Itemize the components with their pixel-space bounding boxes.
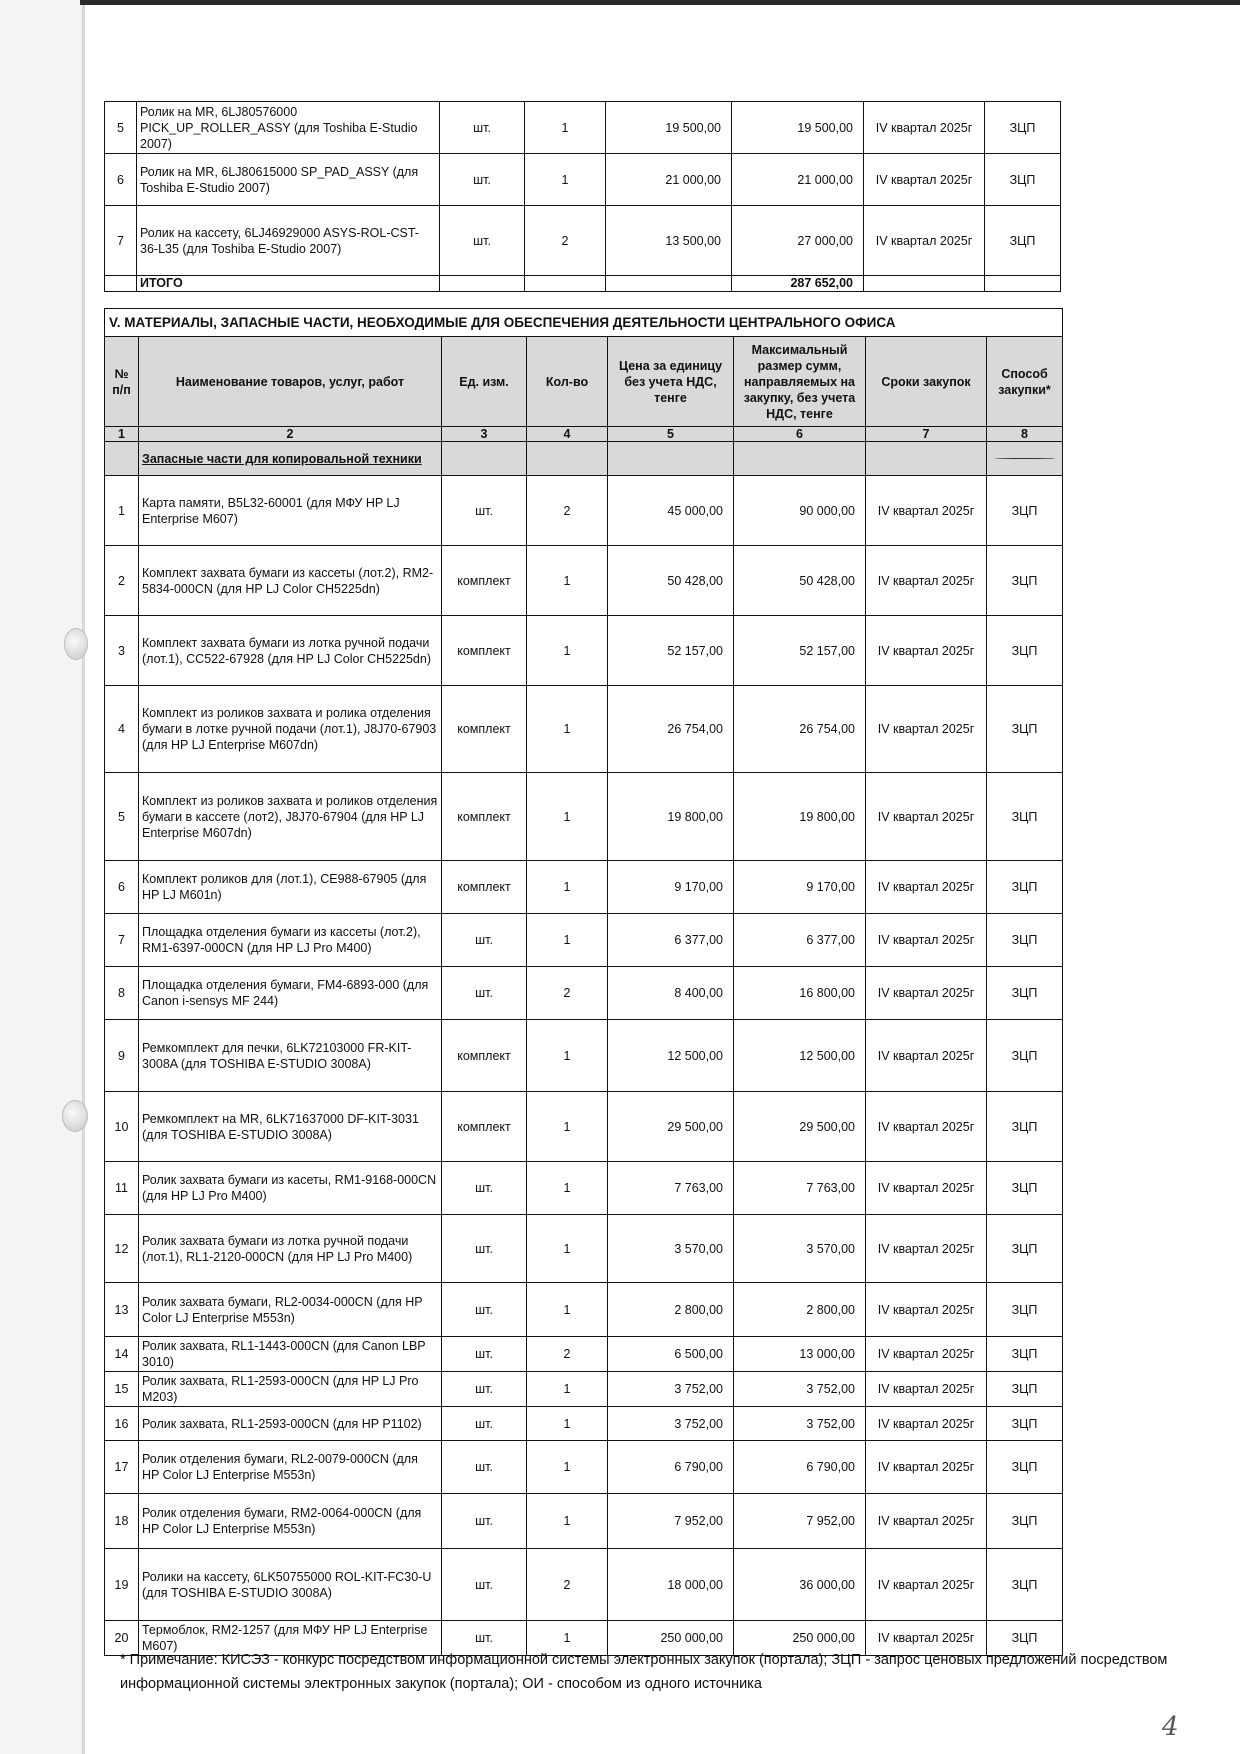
row-number: 3 <box>105 616 139 686</box>
purchase-term: IV квартал 2025г <box>866 1020 987 1092</box>
total-sum: 13 000,00 <box>734 1337 866 1372</box>
quantity: 1 <box>527 1092 608 1162</box>
table-row <box>105 102 1061 154</box>
purchase-method: ЗЦП <box>987 773 1063 861</box>
col-header-unit: Ед. изм. <box>442 337 527 427</box>
purchase-method: ЗЦП <box>987 1441 1063 1494</box>
unit-price: 50 428,00 <box>608 546 734 616</box>
item-name: Площадка отделения бумаги, FM4-6893-000 (для Canon i-sensys MF 244) <box>139 967 442 1020</box>
purchase-term: IV квартал 2025г <box>866 1162 987 1215</box>
purchase-method: ЗЦП <box>987 1020 1063 1092</box>
unit-price: 19 500,00 <box>606 102 732 154</box>
quantity: 1 <box>527 546 608 616</box>
row-number: 4 <box>105 686 139 773</box>
purchase-term: IV квартал 2025г <box>864 102 985 154</box>
unit: комплект <box>442 1020 527 1092</box>
binding-line <box>82 0 85 1754</box>
col-header-sum: Максимальный размер сумм, направляемых на закупку, без учета НДС, тенге <box>734 337 866 427</box>
total-sum: 9 170,00 <box>734 861 866 914</box>
unit: шт. <box>442 1337 527 1372</box>
unit: шт. <box>442 1441 527 1494</box>
purchase-term: IV квартал 2025г <box>866 1337 987 1372</box>
table-row <box>105 967 1063 1020</box>
unit-price: 13 500,00 <box>606 206 732 276</box>
total-sum: 3 752,00 <box>734 1372 866 1407</box>
col-number: 7 <box>866 427 987 442</box>
purchase-method: ЗЦП <box>987 616 1063 686</box>
unit: шт. <box>442 1549 527 1621</box>
item-name: Ролик захвата бумаги из лотка ручной подачи (лот.1), RL1-2120-000CN (для HP LJ Pro M400) <box>139 1215 442 1283</box>
quantity: 1 <box>527 1372 608 1407</box>
item-name: Ремкомплект для печки, 6LK72103000 FR-KIT-3008A (для TOSHIBA E-STUDIO 3008A) <box>139 1020 442 1092</box>
col-number: 8 <box>987 427 1063 442</box>
item-name: Термоблок, RM2-1257 (для МФУ HP LJ Enterprise M607) <box>139 1621 442 1656</box>
table-row <box>105 1549 1063 1621</box>
section-title: V. МАТЕРИАЛЫ, ЗАПАСНЫЕ ЧАСТИ, НЕОБХОДИМЫЕ ДЛЯ ОБЕСПЕЧЕНИЯ ДЕЯТЕЛЬНОСТИ ЦЕНТРАЛЬНОГО ОФИСА <box>105 309 1063 337</box>
unit: шт. <box>440 154 525 206</box>
purchase-term: IV квартал 2025г <box>866 1549 987 1621</box>
quantity: 1 <box>527 686 608 773</box>
unit: комплект <box>442 1092 527 1162</box>
unit: шт. <box>442 1162 527 1215</box>
unit: шт. <box>442 1494 527 1549</box>
table-row <box>105 1337 1063 1372</box>
purchase-term: IV квартал 2025г <box>864 206 985 276</box>
unit-price: 21 000,00 <box>606 154 732 206</box>
row-number: 9 <box>105 1020 139 1092</box>
table-row <box>105 546 1063 616</box>
unit-price: 7 952,00 <box>608 1494 734 1549</box>
purchase-term: IV квартал 2025г <box>866 1283 987 1337</box>
purchase-method: ЗЦП <box>987 476 1063 546</box>
purchase-method: ЗЦП <box>987 1372 1063 1407</box>
unit-price: 3 570,00 <box>608 1215 734 1283</box>
purchase-method: ЗЦП <box>987 1337 1063 1372</box>
item-name: Ролик захвата, RL1-2593-000CN (для HP LJ Pro M203) <box>139 1372 442 1407</box>
unit: шт. <box>442 1283 527 1337</box>
total-sum: 27 000,00 <box>732 206 864 276</box>
unit: шт. <box>442 914 527 967</box>
row-number: 16 <box>105 1407 139 1441</box>
table-row <box>105 1372 1063 1407</box>
item-name: Комплект захвата бумаги из кассеты (лот.2), RM2-5834-000CN (для HP LJ Color CH5225dn) <box>139 546 442 616</box>
table-row <box>105 1162 1063 1215</box>
total-sum: 16 800,00 <box>734 967 866 1020</box>
unit-price: 19 800,00 <box>608 773 734 861</box>
row-number: 18 <box>105 1494 139 1549</box>
row-number: 6 <box>105 861 139 914</box>
total-sum: 50 428,00 <box>734 546 866 616</box>
unit: шт. <box>442 476 527 546</box>
quantity: 1 <box>527 861 608 914</box>
purchase-term: IV квартал 2025г <box>866 914 987 967</box>
item-name: Комплект захвата бумаги из лотка ручной подачи (лот.1), CC522-67928 (для HP LJ Color CH5225dn) <box>139 616 442 686</box>
quantity: 1 <box>527 1162 608 1215</box>
col-number: 1 <box>105 427 139 442</box>
purchase-method: ЗЦП <box>987 1621 1063 1656</box>
total-value: 287 652,00 <box>732 276 864 292</box>
col-header-number: № п/п <box>105 337 139 427</box>
unit: шт. <box>440 102 525 154</box>
purchase-term: IV квартал 2025г <box>866 861 987 914</box>
item-name: Комплект роликов для (лот.1), CE988-67905 (для HP LJ M601n) <box>139 861 442 914</box>
total-sum: 52 157,00 <box>734 616 866 686</box>
quantity: 1 <box>527 1020 608 1092</box>
section-v-table <box>104 308 1063 1656</box>
quantity: 2 <box>527 1549 608 1621</box>
binder-hole-icon <box>62 1100 88 1132</box>
total-sum: 21 000,00 <box>732 154 864 206</box>
row-number: 13 <box>105 1283 139 1337</box>
quantity: 1 <box>527 1494 608 1549</box>
col-number: 4 <box>527 427 608 442</box>
total-sum: 19 800,00 <box>734 773 866 861</box>
purchase-term: IV квартал 2025г <box>866 546 987 616</box>
unit-price: 6 377,00 <box>608 914 734 967</box>
item-name: Ролик на MR, 6LJ80615000 SP_PAD_ASSY (для Toshiba E-Studio 2007) <box>137 154 440 206</box>
row-number: 11 <box>105 1162 139 1215</box>
purchase-method: ЗЦП <box>987 1494 1063 1549</box>
purchase-term: IV квартал 2025г <box>866 1215 987 1283</box>
item-name: Ролики на кассету, 6LK50755000 ROL-KIT-FC30-U (для TOSHIBA E-STUDIO 3008A) <box>139 1549 442 1621</box>
unit-price: 6 500,00 <box>608 1337 734 1372</box>
total-sum: 6 790,00 <box>734 1441 866 1494</box>
table-continued <box>104 101 1061 292</box>
table-row <box>105 773 1063 861</box>
total-sum: 7 952,00 <box>734 1494 866 1549</box>
total-sum: 6 377,00 <box>734 914 866 967</box>
table-row <box>105 476 1063 546</box>
quantity: 2 <box>527 476 608 546</box>
quantity: 1 <box>527 1215 608 1283</box>
unit-price: 52 157,00 <box>608 616 734 686</box>
quantity: 1 <box>527 914 608 967</box>
quantity: 2 <box>527 1337 608 1372</box>
purchase-method: ЗЦП <box>987 686 1063 773</box>
unit: комплект <box>442 686 527 773</box>
unit-price: 26 754,00 <box>608 686 734 773</box>
item-name: Ролик на MR, 6LJ80576000 PICK_UP_ROLLER_ASSY (для Toshiba E-Studio 2007) <box>137 102 440 154</box>
row-number: 6 <box>105 154 137 206</box>
col-number: 3 <box>442 427 527 442</box>
table-row <box>105 1020 1063 1092</box>
unit-price: 9 170,00 <box>608 861 734 914</box>
row-number: 10 <box>105 1092 139 1162</box>
unit-price: 250 000,00 <box>608 1621 734 1656</box>
purchase-term: IV квартал 2025г <box>866 1441 987 1494</box>
unit: шт. <box>442 1621 527 1656</box>
row-number: 2 <box>105 546 139 616</box>
row-number: 19 <box>105 1549 139 1621</box>
purchase-method: ЗЦП <box>985 102 1061 154</box>
unit: шт. <box>442 1372 527 1407</box>
purchase-method: ЗЦП <box>987 1215 1063 1283</box>
purchase-term: IV квартал 2025г <box>866 476 987 546</box>
purchase-term: IV квартал 2025г <box>866 1372 987 1407</box>
col-number: 2 <box>139 427 442 442</box>
purchase-term: IV квартал 2025г <box>866 773 987 861</box>
quantity: 1 <box>527 1283 608 1337</box>
table-row <box>105 206 1061 276</box>
row-number: 12 <box>105 1215 139 1283</box>
total-sum: 12 500,00 <box>734 1020 866 1092</box>
item-name: Карта памяти, B5L32-60001 (для МФУ HP LJ Enterprise M607) <box>139 476 442 546</box>
unit: комплект <box>442 616 527 686</box>
unit-price: 12 500,00 <box>608 1020 734 1092</box>
unit-price: 45 000,00 <box>608 476 734 546</box>
unit-price: 2 800,00 <box>608 1283 734 1337</box>
quantity: 1 <box>525 102 606 154</box>
purchase-method: ЗЦП <box>987 1407 1063 1441</box>
purchase-method: ЗЦП <box>985 206 1061 276</box>
unit-price: 3 752,00 <box>608 1372 734 1407</box>
unit: комплект <box>442 861 527 914</box>
row-number: 14 <box>105 1337 139 1372</box>
row-number: 8 <box>105 967 139 1020</box>
purchase-term: IV квартал 2025г <box>864 154 985 206</box>
purchase-method: ЗЦП <box>987 546 1063 616</box>
purchase-method: ЗЦП <box>987 1162 1063 1215</box>
table-row <box>105 1494 1063 1549</box>
unit-price: 3 752,00 <box>608 1407 734 1441</box>
table-row <box>105 914 1063 967</box>
row-number: 5 <box>105 102 137 154</box>
row-number: 1 <box>105 476 139 546</box>
row-number: 15 <box>105 1372 139 1407</box>
col-header-name: Наименование товаров, услуг, работ <box>139 337 442 427</box>
unit: шт. <box>442 1407 527 1441</box>
unit-price: 29 500,00 <box>608 1092 734 1162</box>
row-number: 20 <box>105 1621 139 1656</box>
total-sum: 2 800,00 <box>734 1283 866 1337</box>
row-number: 17 <box>105 1441 139 1494</box>
purchase-method: ЗЦП <box>985 154 1061 206</box>
quantity: 1 <box>527 773 608 861</box>
total-sum: 3 570,00 <box>734 1215 866 1283</box>
total-sum: 19 500,00 <box>732 102 864 154</box>
quantity: 1 <box>527 1441 608 1494</box>
total-row <box>105 276 1061 292</box>
table-row <box>105 154 1061 206</box>
page-number: 4 <box>1162 1712 1179 1742</box>
item-name: Ремкомплект на MR, 6LK71637000 DF-KIT-3031 (для TOSHIBA E-STUDIO 3008A) <box>139 1092 442 1162</box>
total-sum: 36 000,00 <box>734 1549 866 1621</box>
table-row <box>105 616 1063 686</box>
col-header-qty: Кол-во <box>527 337 608 427</box>
total-sum: 3 752,00 <box>734 1407 866 1441</box>
col-header-price: Цена за единицу без учета НДС, тенге <box>608 337 734 427</box>
col-number: 5 <box>608 427 734 442</box>
total-sum: 7 763,00 <box>734 1162 866 1215</box>
quantity: 1 <box>527 1621 608 1656</box>
purchase-term: IV квартал 2025г <box>866 686 987 773</box>
subheading: Запасные части для копировальной техники <box>139 442 442 476</box>
col-header-method: Способ закупки* <box>987 337 1063 427</box>
binder-hole-icon <box>64 628 88 660</box>
purchase-term: IV квартал 2025г <box>866 1494 987 1549</box>
item-name: Ролик отделения бумаги, RL2-0079-000CN (для HP Color LJ Enterprise M553n) <box>139 1441 442 1494</box>
purchase-term: IV квартал 2025г <box>866 1621 987 1656</box>
row-number: 7 <box>105 206 137 276</box>
table-row <box>105 1215 1063 1283</box>
item-name: Ролик захвата бумаги из касеты, RM1-9168-000CN (для HP LJ Pro M400) <box>139 1162 442 1215</box>
footnote: * Примечание: КИСЭЗ - конкурс посредством информационной системы электронных закупок (портала); ЗЦП - запрос ценовых предложений посредством информационной системы электронных закупок (портала); ОИ - способом из одного источника <box>120 1652 1168 1692</box>
item-name: Ролик захвата, RL1-2593-000CN (для HP P1102) <box>139 1407 442 1441</box>
purchase-method: ЗЦП <box>987 861 1063 914</box>
unit-price: 6 790,00 <box>608 1441 734 1494</box>
total-label: ИТОГО <box>137 276 440 292</box>
purchase-method: ЗЦП <box>987 967 1063 1020</box>
table-row <box>105 1092 1063 1162</box>
table-row <box>105 1407 1063 1441</box>
row-number: 5 <box>105 773 139 861</box>
row-number: 7 <box>105 914 139 967</box>
item-name: Ролик захвата, RL1-1443-000CN (для Canon LBP 3010) <box>139 1337 442 1372</box>
purchase-term: IV квартал 2025г <box>866 967 987 1020</box>
unit-price: 7 763,00 <box>608 1162 734 1215</box>
unit: комплект <box>442 546 527 616</box>
col-header-term: Сроки закупок <box>866 337 987 427</box>
purchase-method: ЗЦП <box>987 1549 1063 1621</box>
quantity: 2 <box>525 206 606 276</box>
total-sum: 250 000,00 <box>734 1621 866 1656</box>
scan-margin <box>0 0 84 1754</box>
purchase-method: ЗЦП <box>987 1283 1063 1337</box>
handwritten-dash <box>995 458 1055 459</box>
item-name: Площадка отделения бумаги из кассеты (лот.2), RM1-6397-000CN (для HP LJ Pro M400) <box>139 914 442 967</box>
purchase-term: IV квартал 2025г <box>866 616 987 686</box>
col-number: 6 <box>734 427 866 442</box>
quantity: 1 <box>527 1407 608 1441</box>
unit-price: 18 000,00 <box>608 1549 734 1621</box>
unit: шт. <box>442 1215 527 1283</box>
quantity: 2 <box>527 967 608 1020</box>
unit: шт. <box>442 967 527 1020</box>
total-sum: 29 500,00 <box>734 1092 866 1162</box>
purchase-term: IV квартал 2025г <box>866 1092 987 1162</box>
purchase-term: IV квартал 2025г <box>866 1407 987 1441</box>
item-name: Ролик захвата бумаги, RL2-0034-000CN (для HP Color LJ Enterprise M553n) <box>139 1283 442 1337</box>
table-row <box>105 1441 1063 1494</box>
unit-price: 8 400,00 <box>608 967 734 1020</box>
scan-top-border <box>80 0 1240 5</box>
item-name: Ролик на кассету, 6LJ46929000 ASYS-ROL-CST-36-L35 (для Toshiba E-Studio 2007) <box>137 206 440 276</box>
purchase-method: ЗЦП <box>987 1092 1063 1162</box>
table-row <box>105 861 1063 914</box>
table-row <box>105 1283 1063 1337</box>
unit: комплект <box>442 773 527 861</box>
total-sum: 26 754,00 <box>734 686 866 773</box>
item-name: Ролик отделения бумаги, RM2-0064-000CN (для HP Color LJ Enterprise M553n) <box>139 1494 442 1549</box>
purchase-method: ЗЦП <box>987 914 1063 967</box>
quantity: 1 <box>525 154 606 206</box>
quantity: 1 <box>527 616 608 686</box>
unit: шт. <box>440 206 525 276</box>
total-sum: 90 000,00 <box>734 476 866 546</box>
table-row <box>105 686 1063 773</box>
item-name: Комплект из роликов захвата и роликов отделения бумаги в кассете (лот2), J8J70-67904 (для HP LJ Enterprise M607dn) <box>139 773 442 861</box>
item-name: Комплект из роликов захвата и ролика отделения бумаги в лотке ручной подачи (лот.1), J8J70-67903 (для HP LJ Enterprise M607dn) <box>139 686 442 773</box>
